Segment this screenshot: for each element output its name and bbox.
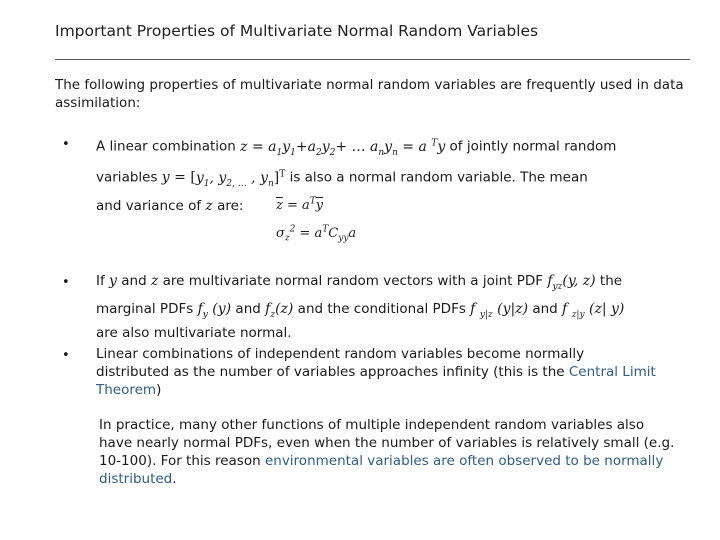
practice-text-2: . <box>172 471 177 487</box>
joint-pdf: $f_{yz}(y$, z) <box>547 273 596 292</box>
b2-text-2: and <box>116 273 151 289</box>
linear-combination-formula: $z = a_1y_1+a_2y_2+$ … $a_ny_n = a$ $^T$y <box>240 138 446 158</box>
environmental-variables-link[interactable]: environmental variables are often observed to be normally distributed <box>99 453 664 487</box>
b2-text-3: are multivariate normal random vectors with a joint PDF <box>158 273 548 289</box>
intro-paragraph: The following properties of multivariate normal random variables are frequently used in data assimilation: <box>55 77 684 111</box>
b1-text-4: is also a normal random variable. The mean <box>285 170 588 187</box>
b2-text-6: and <box>231 300 266 317</box>
b2-text-9: are also multivariate normal. <box>96 324 292 341</box>
b1-text-1: A linear combination <box>96 138 241 155</box>
vector-y-bracket-close: ]$^T$ <box>273 169 286 187</box>
var-z-2: z <box>150 273 159 289</box>
bullet-3-text <box>96 345 656 399</box>
var-z: z <box>205 197 213 214</box>
b2-text-1: If <box>96 273 110 289</box>
b2-text-8: and <box>528 300 563 317</box>
b1-text-3: variables <box>96 170 162 187</box>
central-limit-theorem-link[interactable]: Central Limit Theorem <box>96 364 656 398</box>
variance-equation: $\sigma_z^2 = a^TC_{yy}a$ <box>276 225 357 244</box>
b3-text-2: ) <box>156 382 162 398</box>
b2-text-4: the <box>595 273 623 289</box>
bullet-1-text <box>96 134 686 215</box>
var-y: y <box>109 273 117 289</box>
mean-variance-equations <box>276 197 356 253</box>
title-divider <box>55 59 690 60</box>
vector-y-formula: y = <box>161 170 191 187</box>
vector-y-bracket: [ <box>190 170 196 187</box>
b1-text-6: are: <box>212 197 244 214</box>
marginal-pdf-z: $f_z(z)$ <box>265 300 294 320</box>
bullet-2-marker: • <box>62 275 70 290</box>
bullet-3-marker: • <box>62 348 70 363</box>
b3-text-1: Linear combinations of independent random variables become normally distributed as the number of variables approaches infinity (this is the <box>96 346 585 380</box>
conditional-pdf-z-given-y: f $_{z|y}$ (z| y) <box>562 300 625 320</box>
b1-text-5: and variance of <box>96 197 206 214</box>
bullet-1-marker: • <box>62 137 70 152</box>
page-title: Important Properties of Multivariate Normal Random Variables <box>55 22 539 40</box>
bullet-2-text <box>96 272 686 342</box>
marginal-pdf-y: $f_y$ (y) <box>197 300 232 320</box>
practice-text-1: In practice, many other functions of multiple independent random variables also have nearly normal PDFs, even when the number of variables is relatively small (e.g. 10-100). For this reason <box>99 417 675 469</box>
mean-equation: $\overline{z} = a^T\overline{y}$ <box>276 197 324 214</box>
b2-line-3 <box>96 324 686 342</box>
b2-text-7: and the conditional PDFs <box>293 300 471 317</box>
practice-paragraph <box>99 416 679 488</box>
b1-text-2: of jointly normal random <box>445 138 617 155</box>
conditional-pdf-y-given-z: f $_{y|z}$ (y|z) <box>470 300 529 320</box>
vector-y-elements: $y_1$, $y_{2, \dots}$ , $y_n$ <box>195 170 274 189</box>
b2-text-5: marginal PDFs <box>96 300 198 317</box>
